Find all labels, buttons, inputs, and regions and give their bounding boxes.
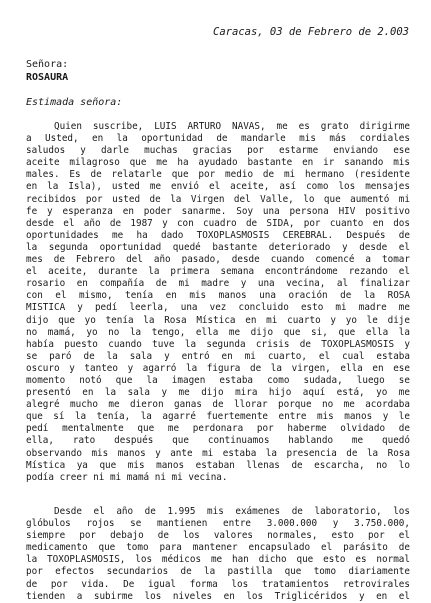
text-line: a Usted, en la oportunidad de mandarle mis más cordiales <box>26 133 410 145</box>
text-line: Quien suscribe, LUIS ARTURO NAVAS, me es grato dirigirme <box>54 121 410 132</box>
text-line: Desde el año de 1.995 mis exámenes de laboratorio, los <box>54 506 410 517</box>
text-line: con el mismo, tenía en mis manos una oración de la ROSA <box>26 290 410 302</box>
text-line: se paró de la sala y entró en mi cuarto, el cual estaba <box>26 350 410 362</box>
text-line: oscuro y tanteo y agarró la figura de la virgen, ella en ese <box>26 362 410 374</box>
text-line: males. Es de relatarle que por medio de mi hermano (residente <box>26 169 410 181</box>
text-line: medicamento que tomo para mantener encapsulado el parásito de <box>26 542 410 554</box>
text-line: tienden a subirme los niveles en los Triglicéridos y en el <box>26 590 410 602</box>
text-line: la TOXOPLASMOSIS, los médicos me han dicho que esto es normal <box>26 554 410 566</box>
recipient-label: Señora: <box>26 59 69 70</box>
text-line: momento notó que la imagen estaba como sudada, luego se <box>26 374 410 386</box>
text-line: rosario en compañía de mi madre y una vecina, al finalizar <box>26 278 410 290</box>
text-line: presentó en la sala y me dijo mira hijo aquí está, yo me <box>26 387 410 399</box>
text-line: que sí la tenía, la agarré fuertemente entre mis manos y le <box>26 411 410 423</box>
text-line: no mamá, yo no la tengo, ella me dijo que si, que ella la <box>26 326 410 338</box>
letter-paragraph-2 <box>26 506 410 603</box>
text-line: glóbulos rojos se mantienen entre 3.000.000 y 3.750.000, <box>26 518 410 530</box>
text-line: mes de Febrero del año pasado, desde cuando comencé a tomar <box>26 254 410 266</box>
text-line: saludos y darle muchas gracias por estarme enviando ese <box>26 145 410 157</box>
text-line: había puesto cuando tuve la segunda crisis de TOXOPLASMOSIS y <box>26 338 410 350</box>
text-line: la segunda oportunidad quedé bastante deteriorado y desde el <box>26 241 410 253</box>
text-line: ella, rato después que continuamos hablando me quedó <box>26 435 410 447</box>
text-line: MISTICA y pedí leerla, una vez concluido esto mi madre me <box>26 302 410 314</box>
text-line: observando mis manos y ante mi estaba la presencia de la Rosa <box>26 447 410 459</box>
text-line: pedí mentalmente que me perdonara por haberme olvidado de <box>26 423 410 435</box>
text-line: alegré mucho me dieron ganas de llorar porque no me acordaba <box>26 399 410 411</box>
letter-paragraph-1 <box>26 121 410 484</box>
text-line: dijo que yo tenía la Rosa Mística en mi cuarto y yo le dije <box>26 314 410 326</box>
letter-greeting: Estimada señora: <box>26 97 123 108</box>
text-line: el aceite, durante la primera semana encontrándome rezando el <box>26 266 410 278</box>
text-line: oportunidades me ha dado TOXOPLASMOSIS CEREBRAL. Después de <box>26 229 410 241</box>
text-line: podía creer ni mi mamá ni mi vecina. <box>26 471 228 483</box>
text-line: recibidos por usted de la Virgen del Valle, lo que aumentó mi <box>26 193 410 205</box>
text-line: siempre por debajo de los valores normales, esto por el <box>26 530 410 542</box>
text-line: en la Isla), usted me envió el aceite, así como los mensajes <box>26 181 410 193</box>
text-line: desde el año de 1987 y con cuadro de SIDA, por cuanto en dos <box>26 217 410 229</box>
text-line: de por vida. De igual forma los tratamientos retrovirales <box>26 578 410 590</box>
text-line: por efectos secundarios de la pastilla que tomo diariamente <box>26 566 410 578</box>
text-line: fe y esperanza en poder sanarme. Soy una persona HIV positivo <box>26 205 410 217</box>
letter-date: Caracas, 03 de Febrero de 2.003 <box>213 26 409 38</box>
recipient-name: ROSAURA <box>26 72 69 83</box>
text-line: Mística ya que mis manos estaban llenas de escarcha, no lo <box>26 459 410 471</box>
recipient-block <box>26 58 68 84</box>
text-line: aceite milagroso que me ha ayudado bastante en ir sanando mis <box>26 157 410 169</box>
